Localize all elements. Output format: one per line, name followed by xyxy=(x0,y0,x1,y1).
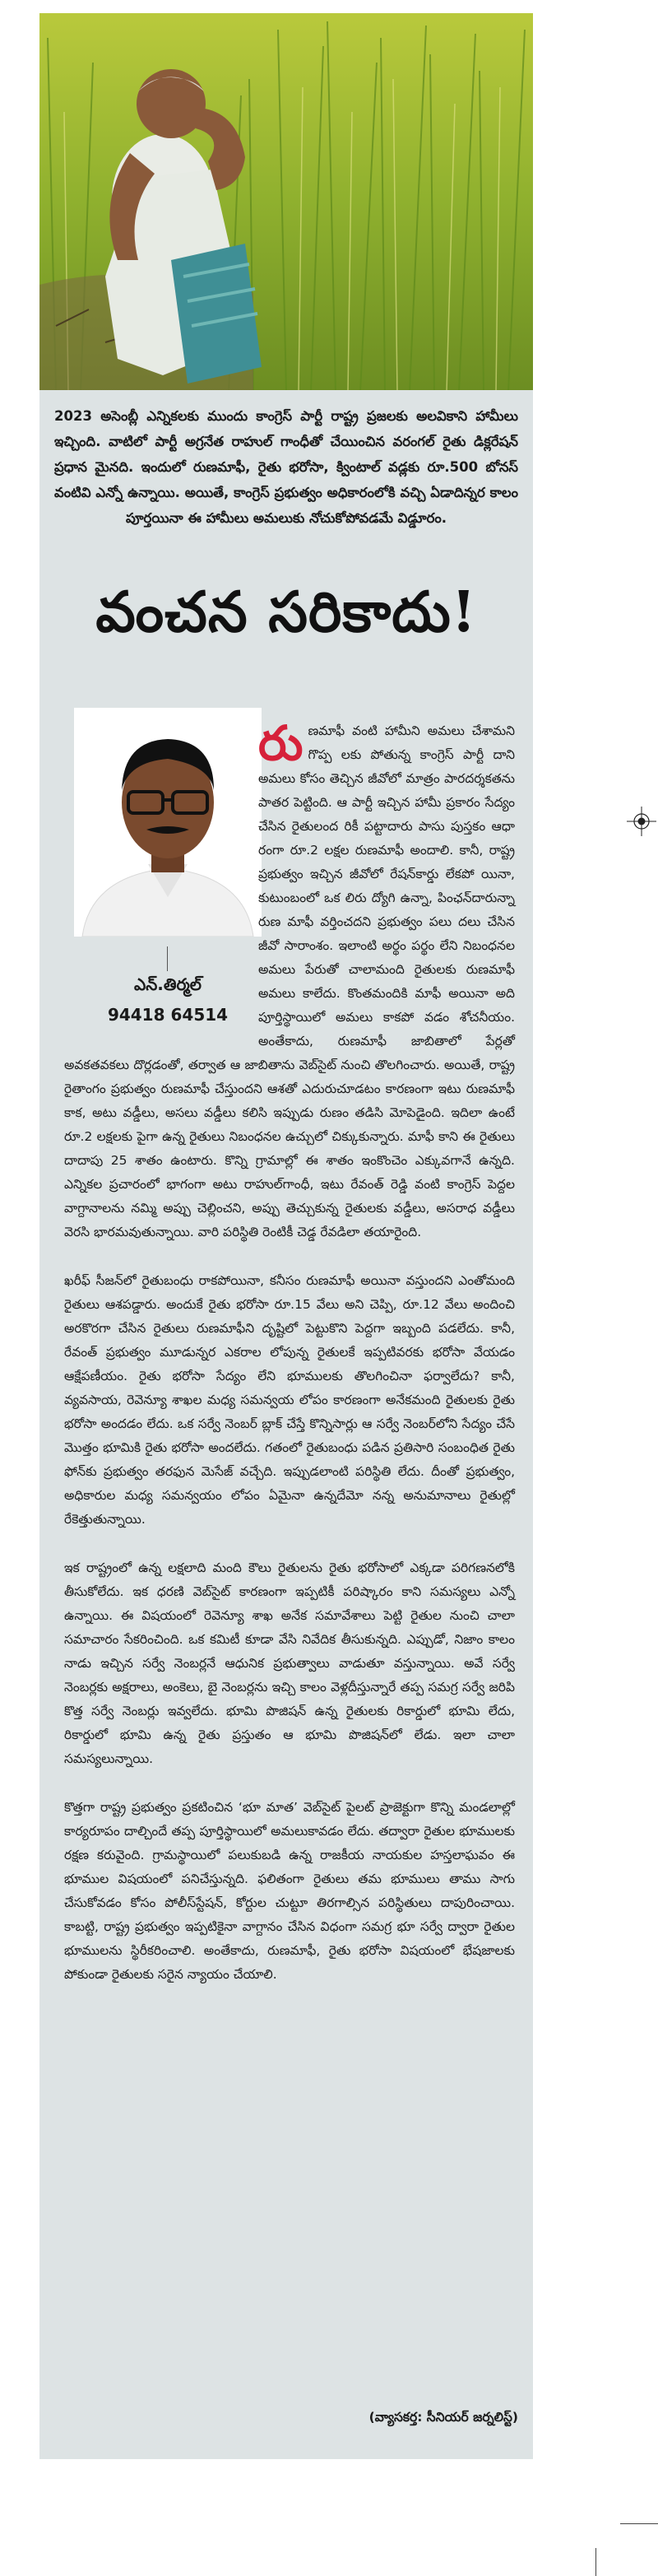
crop-mark-horizontal xyxy=(620,2523,658,2524)
headline: వంచన సరికాదు! xyxy=(95,579,477,645)
author-byline: (వ్యాసకర్త: సీనియర్ జర్నలిస్ట్) xyxy=(368,2410,518,2425)
body-paragraph-4: కొత్తగా రాష్ట్ర ప్రభుత్వం ప్రకటించిన ‘భూ మాత’ వెబ్‌సైట్ పైలట్ ప్రాజెక్టుగా కొన్ని మండలాల్లో కార్యరూపం దాల్చిందే తప్ప పూర్తిస్థాయిలో అమలుకావడం లేదు. తద్వారా రైతుల భూములకు రక్షణ కరువైంది. గ్రామస్థాయిలో పలుకుబడి ఉన్న రాజకీయ నాయకుల హస్తలాఘవం ఈ భూముల విషయంలో పనిచేస్తున్నది. ఫలితంగా రైతులు తమ భూములు తాము సాగు చేసుకోవడం కోసం పోలీస్‌స్టేషన్, కోర్టుల చుట్టూ తిరగాల్సిన పరిస్థితులు దాపురించాయి. కాబట్టి, రాష్ట్ర ప్రభుత్వం ఇప్పటికైనా వాగ్దానం చేసిన విధంగా సమగ్ర భూ సర్వే ద్వారా రైతుల భూములను స్థిరీకరించాలి. అంతేకాదు, రుణమాఫీ, రైతు భరోసా విషయంలో భేషజాలకు పోకుండా రైతులకు సరైన న్యాయం చేయాలి. xyxy=(64,1800,515,1982)
author-phone: 94418 64514 xyxy=(107,1005,229,1025)
article-body xyxy=(64,715,515,2011)
body-paragraph-3: ఇక రాష్ట్రంలో ఉన్న లక్షలాది మంది కౌలు రైతులను రైతు భరోసాలో ఎక్కడా పరిగణనలోకి తీసుకోలేదు. ఇక ధరణి వెబ్‌సైట్ కారణంగా ఇప్పటికీ పరిష్కారం కాని సమస్యలు ఎన్నో ఉన్నాయి. ఈ విషయంలో రెవెన్యూ శాఖ అనేక సమావేశాలు పెట్టి రైతుల నుంచి చాలా సమాచారం సేకరించింది. ఒక కమిటీ కూడా వేసి నివేదిక తీసుకున్నది. ఎప్పుడో, నిజాం కాలం నాడు ఇచ్చిన సర్వే నెంబర్లనే ఆధునిక ప్రభుత్వాలు వాడుతూ వస్తున్నాయి. అవే సర్వే నెంబర్లకు అక్షరాలు, అంకెలు, బై నెంబర్లను ఇచ్చి కాలం వెళ్లదీస్తున్నారే తప్ప సమగ్ర సర్వే జరిపి కొత్త సర్వే నెంబర్లు ఇవ్వలేదు. భూమి పొజిషన్ ఉన్న రైతులకు రికార్డులో భూమి లేదు, రికార్డులో భూమి ఉన్న రైతు ప్రస్తుతం ఆ భూమి పొజిషన్‌లో లేడు. ఇలా చాలా సమస్యలున్నాయి. xyxy=(64,1560,515,1766)
author-spacer xyxy=(39,719,258,1047)
crop-mark-vertical xyxy=(595,2548,596,2576)
intro-summary: 2023 అసెంబ్లీ ఎన్నికలకు ముందు కాంగ్రెస్ పార్టీ రాష్ట్ర ప్రజలకు అలవికాని హామీలు ఇచ్చింది. వాటిలో పార్టీ అగ్రనేత రాహుల్ గాంధీతో చేయించిన వరంగల్ రైతు డిక్లరేషన్ ప్రధాన మైనది. ఇందులో రుణమాఫీ, రైతు భరోసా, క్వింటాల్ వడ్లకు రూ.500 బోనస్ వంటివి ఎన్నో ఉన్నాయి. అయితే, కాంగ్రెస్ ప్రభుత్వం అధికారంలోకి వచ్చి ఏడాదిన్నర కాలం పూర్తయినా ఈ హామీలు అమలుకు నోచుకోపోవడమే విడ్డూరం. xyxy=(54,408,518,526)
crosshair-icon xyxy=(627,807,656,836)
article-panel xyxy=(39,13,533,2459)
farmer-photo xyxy=(39,13,533,390)
drop-cap: రు xyxy=(258,715,304,771)
author-name: ఎన్.తిర్మల్ xyxy=(134,974,202,994)
body-paragraph-1-text: ణమాఫీ వంటి హామీని అమలు చేశామని గొప్ప లకు పోతున్న కాంగ్రెస్ పార్టీ దాని అమలు కోసం తెచ్చిన జీవోలో మాత్రం పారదర్శకతను పాతర పెట్టింది. ఆ పార్టీ ఇచ్చిన హామీ ప్రకారం సేద్యం చేసిన రైతులంద రికీ పట్టాదారు పాసు పుస్తకం ఆధా రంగా రూ.2 లక్షల రుణమాఫీ అందాలి. కానీ, రాష్ట్ర ప్రభుత్వం ఇచ్చిన జీవోలో రేషన్‌కార్డు లేకపో యినా, కుటుంబంలో ఒక లిరు ద్యోగి ఉన్నా, పింఛన్‌దారున్నా రుణ మాఫీ వర్తించదని ప్రభుత్వం పలు దలు చేసిన జీవో సారాంశం. ఇలాంటి అర్థం పర్థం లేని నిబంధనల అమలు పేరుతో చాలామంది రైతులకు రుణమాఫీ అమలు కాలేదు. కొంతమందికి మాఫీ అయినా అది పూర్తిస్థాయిలో అమలు కాకపో వడం శోచనీయం. అంతేకాదు, రుణమాఫీ జాబితాలో పేర్లతో అవకతవకలు దొర్లడంతో, తర్వాత ఆ జాబితాను వెబ్‌సైట్ నుంచి తొలగించారు. అయితే, రాష్ట్ర రైతాంగం ప్రభుత్వం రుణమాఫీ చేస్తుందని ఆశతో ఎదురుచూడటం కారణంగా ఇటు రుణమాఫీ కాక, అటు వడ్డీలు, అసలు వడ్డీలు కలిసి ఇప్పుడు రుణం తడిసి మోపెడైంది. ఇదిలా ఉంటే రూ.2 లక్షలకు పైగా ఉన్న రైతులు నిబంధనల ఉచ్చులో చిక్కుకున్నారు. మాఫీ కాని ఈ రైతులు దాదాపు 25 శాతం ఉంటారు. కొన్ని గ్రామాల్లో ఈ శాతం ఇంకొంచెం ఎక్కువగానే ఉన్నది. ఎన్నికల ప్రచారంలో భాగంగా అటు రాహుల్‌గాంధీ, ఇటు రేవంత్ రెడ్డి వంటి కాంగ్రెస్ పెద్దల వాగ్దానాలను నమ్మి అప్పు చెల్లించని, అప్పు తెచ్చుకున్న రైతులకు వడ్డీలు, అసరాధ వడ్డీలు వెరసి భారమవుతున్నాయి. వారి పరిస్థితి రెంటికీ చెడ్డ రేవడిలా తయారైంది. xyxy=(64,723,515,1239)
body-paragraph-2: ఖరీఫ్ సీజన్‌లో రైతుబంధు రాకపోయినా, కనీసం రుణమాఫీ అయినా వస్తుందని ఎంతోమంది రైతులు ఆశపడ్డారు. అందుకే రైతు భరోసా రూ.15 వేలు అని చెప్పి, రూ.12 వేలు అందించి అరకొరగా చేసిన రైతులు రుణమాఫీని దృష్టిలో పెట్టుకొని పెద్దగా ఇబ్బంది పడలేదు. కానీ, రేవంత్ ప్రభుత్వం మూడున్నర ఎకరాల లోపున్న రైతులకే ఇప్పటివరకు భరోసా వేయడం ఆక్షేపణీయం. రైతు భరోసా సేద్యం లేని భూములకు తొలగించినా ఫర్వాలేదు? కానీ, వ్యవసాయ, రెవెన్యూ శాఖల మధ్య సమన్వయ లోపం కారణంగా అనేకమంది రైతులకు రైతు భరోసా అందడం లేదు. ఒక సర్వే నెంబర్ బ్లాక్ చేస్తే కొన్నిసార్లు ఆ సర్వే నెంబర్‌లోని సేద్యం చేసే మొత్తం భూమికి రైతు భరోసా అందలేదు. గతంలో రైతుబంధు పడిన ప్రతిసారి సంబంధిత రైతు ఫోన్‌కు ప్రభుత్వం తరఫున మెసేజ్ వచ్చేది. ఇప్పుడలాంటి పరిస్థితి లేదు. దీంతో ప్రభుత్వం, అధికారుల మధ్య సమన్వయం లోపం ఏమైనా ఉన్నదేమో నన్న అనుమానాలు రైతుల్లో రేకెత్తుతున్నాయి. xyxy=(64,1273,515,1527)
